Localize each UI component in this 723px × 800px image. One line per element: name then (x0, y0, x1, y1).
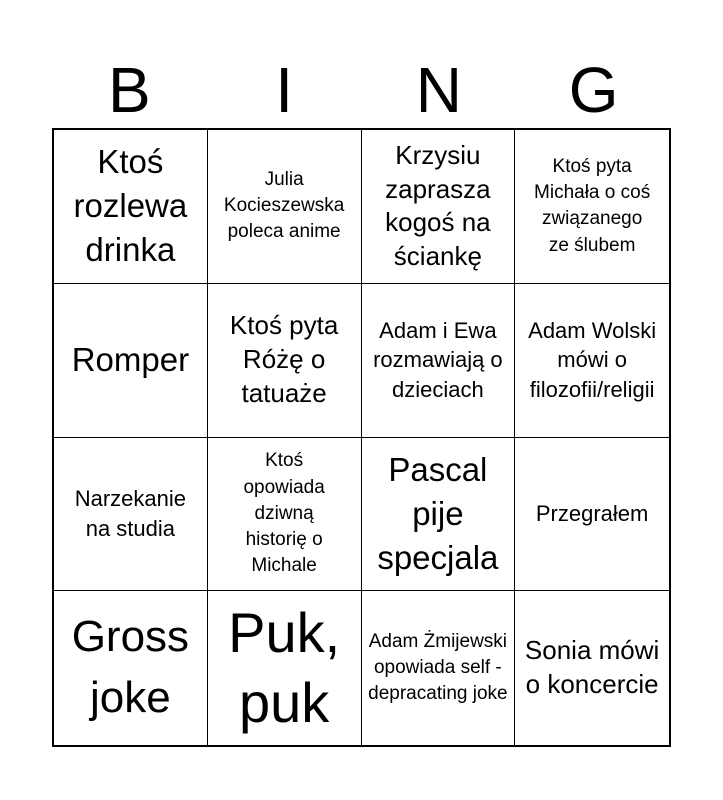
header-letter-g: G (568, 54, 619, 126)
header-letter-n: N (415, 54, 462, 126)
header-letter-b: B (108, 54, 151, 126)
bingo-cell[interactable]: Gross joke (54, 591, 208, 745)
bingo-cell[interactable]: Przegrałem (515, 438, 669, 592)
bingo-cell[interactable]: Adam Wolski mówi o filozofii/religii (515, 284, 669, 438)
bingo-cell[interactable]: Narzekanie na studia (54, 438, 208, 592)
bingo-cell[interactable]: Adam Żmijewski opowiada self - depracating joke (362, 591, 516, 745)
bingo-cell[interactable]: Pascal pije specjala (362, 438, 516, 592)
header-letter-i: I (275, 54, 294, 126)
bingo-cell[interactable]: Adam i Ewa rozmawiają o dzieciach (362, 284, 516, 438)
bingo-cell[interactable]: Sonia mówi o koncercie (524, 635, 660, 700)
bingo-cell[interactable]: Ktoś pyta Michała o coś związanego ze ślubem (515, 130, 669, 284)
bingo-grid (52, 128, 671, 747)
bingo-cell[interactable]: Julia Kocieszewska poleca anime (208, 130, 362, 284)
bingo-cell[interactable]: Ktoś pyta Różę o tatuaże (208, 284, 362, 438)
bingo-cell[interactable]: Ktoś rozlewa drinka (54, 130, 208, 284)
bingo-cell[interactable]: Krzysiu zaprasza kogoś na ściankę (362, 130, 516, 284)
bingo-header (52, 52, 671, 128)
bingo-cell[interactable]: Romper (54, 284, 208, 438)
bingo-cell[interactable]: Puk, puk (208, 591, 362, 745)
bingo-cell[interactable]: Ktoś opowiada dziwną historię o Michale (208, 438, 362, 592)
